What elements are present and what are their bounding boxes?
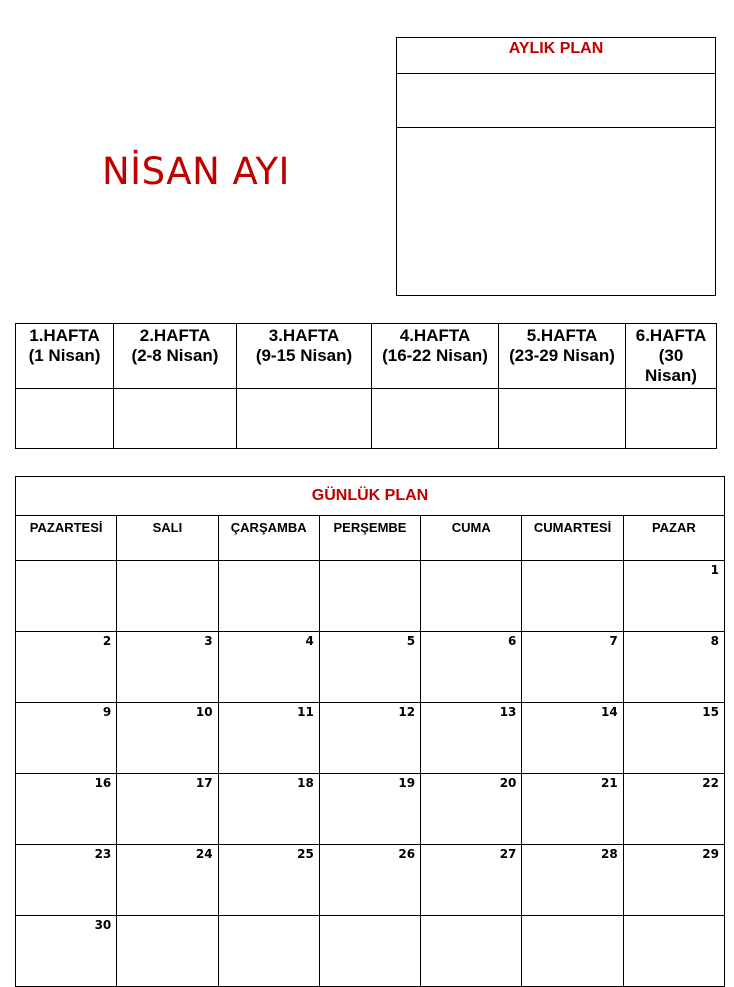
day-cell[interactable]: 8	[623, 632, 724, 703]
day-cell[interactable]: 3	[117, 632, 218, 703]
day-cell[interactable]	[218, 561, 319, 632]
week-header-row	[16, 324, 717, 389]
day-cell[interactable]: 11	[218, 703, 319, 774]
day-name: ÇARŞAMBA	[218, 516, 319, 561]
day-cell[interactable]: 28	[522, 845, 623, 916]
day-name: CUMARTESİ	[522, 516, 623, 561]
day-cell[interactable]	[218, 916, 319, 987]
day-cell[interactable]: 29	[623, 845, 724, 916]
day-cell[interactable]: 5	[319, 632, 420, 703]
day-cell[interactable]: 22	[623, 774, 724, 845]
day-cell[interactable]: 7	[522, 632, 623, 703]
day-cell[interactable]	[522, 561, 623, 632]
calendar-week-row	[16, 845, 725, 916]
month-title: NİSAN AYI	[102, 150, 290, 193]
day-cell[interactable]: 27	[421, 845, 522, 916]
week-header-2: 2.HAFTA (2-8 Nisan)	[114, 324, 237, 389]
week-header-6: 6.HAFTA (30 Nisan)	[626, 324, 717, 389]
day-cell[interactable]: 21	[522, 774, 623, 845]
day-cell[interactable]: 20	[421, 774, 522, 845]
day-cell[interactable]: 12	[319, 703, 420, 774]
daily-plan-table	[15, 476, 725, 987]
day-cell[interactable]	[16, 561, 117, 632]
day-cell[interactable]: 13	[421, 703, 522, 774]
calendar-week-row	[16, 916, 725, 987]
weekly-plan-table	[15, 323, 717, 449]
day-cell[interactable]: 4	[218, 632, 319, 703]
day-cell[interactable]	[522, 916, 623, 987]
week-notes-cell[interactable]	[114, 389, 237, 449]
day-cell[interactable]: 6	[421, 632, 522, 703]
day-names-row	[16, 516, 725, 561]
week-notes-cell[interactable]	[499, 389, 626, 449]
daily-title-row	[16, 477, 725, 516]
day-cell[interactable]: 30	[16, 916, 117, 987]
calendar-week-row	[16, 561, 725, 632]
week-notes-cell[interactable]	[16, 389, 114, 449]
day-cell[interactable]: 15	[623, 703, 724, 774]
day-cell[interactable]	[319, 561, 420, 632]
monthly-plan-box	[396, 37, 716, 296]
day-cell[interactable]	[117, 561, 218, 632]
day-cell[interactable]: 18	[218, 774, 319, 845]
week-header-1: 1.HAFTA (1 Nisan)	[16, 324, 114, 389]
day-cell[interactable]: 19	[319, 774, 420, 845]
day-cell[interactable]	[421, 561, 522, 632]
day-name: CUMA	[421, 516, 522, 561]
day-cell[interactable]: 1	[623, 561, 724, 632]
day-cell[interactable]: 10	[117, 703, 218, 774]
day-cell[interactable]: 17	[117, 774, 218, 845]
day-cell[interactable]: 23	[16, 845, 117, 916]
day-cell[interactable]	[319, 916, 420, 987]
day-name: PAZAR	[623, 516, 724, 561]
day-cell[interactable]: 2	[16, 632, 117, 703]
week-header-5: 5.HAFTA (23-29 Nisan)	[499, 324, 626, 389]
day-cell[interactable]: 24	[117, 845, 218, 916]
monthly-plan-title: AYLIK PLAN	[397, 38, 715, 74]
week-notes-cell[interactable]	[626, 389, 717, 449]
day-name: SALI	[117, 516, 218, 561]
week-header-4: 4.HAFTA (16-22 Nisan)	[372, 324, 499, 389]
day-cell[interactable]: 26	[319, 845, 420, 916]
day-cell[interactable]	[623, 916, 724, 987]
day-cell[interactable]: 25	[218, 845, 319, 916]
day-cell[interactable]: 9	[16, 703, 117, 774]
day-cell[interactable]: 16	[16, 774, 117, 845]
week-header-3: 3.HAFTA (9-15 Nisan)	[237, 324, 372, 389]
calendar-week-row	[16, 703, 725, 774]
monthly-plan-row[interactable]	[397, 74, 715, 128]
week-notes-cell[interactable]	[237, 389, 372, 449]
day-name: PAZARTESİ	[16, 516, 117, 561]
day-name: PERŞEMBE	[319, 516, 420, 561]
calendar-week-row	[16, 632, 725, 703]
week-notes-cell[interactable]	[372, 389, 499, 449]
day-cell[interactable]: 14	[522, 703, 623, 774]
daily-plan-title: GÜNLÜK PLAN	[16, 477, 725, 516]
week-notes-row	[16, 389, 717, 449]
calendar-week-row	[16, 774, 725, 845]
day-cell[interactable]	[421, 916, 522, 987]
day-cell[interactable]	[117, 916, 218, 987]
